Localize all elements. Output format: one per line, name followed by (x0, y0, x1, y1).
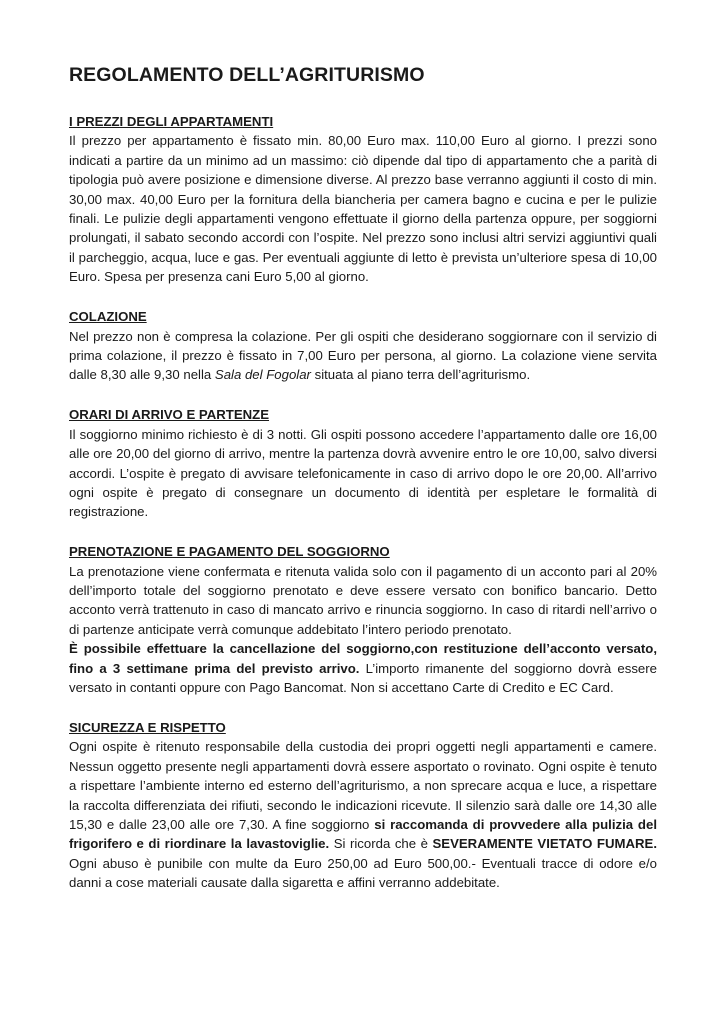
section-heading: COLAZIONE (69, 309, 147, 325)
body-italic-text: Sala del Fogolar (214, 367, 311, 383)
section-body (69, 562, 657, 698)
section-heading: SICUREZZA E RISPETTO (69, 719, 226, 735)
section-booking-payment (69, 542, 657, 697)
section-heading: PRENOTAZIONE E PAGAMENTO DEL SOGGIORNO (69, 544, 390, 560)
body-text: Il soggiorno minimo richiesto è di 3 notti. Gli ospiti possono accedere l’appartamento dalle ore 16,00 alle ore 20,00 del giorno di arrivo, mentre la partenza dovrà avvenire entro le ore 10,00, salvo diversi accordi. L’ospite è pregato di avvisare telefonicamente in caso di arrivo dopo le ore 20,00. All’arrivo ogni ospite è pregato di consegnare un documento di identità per espletare le formalità di registrazione. (69, 426, 657, 520)
body-text: Si ricorda che è (329, 836, 433, 852)
body-bold-text: SEVERAMENTE VIETATO FUMARE. (432, 836, 657, 852)
section-heading: I PREZZI DEGLI APPARTAMENTI (69, 114, 274, 129)
body-bold-text: si raccomanda di provvedere alla pulizia del frigorifero e di riordinare la lavastoviglie. (69, 817, 657, 852)
body-text: La prenotazione viene confermata e ritenuta valida solo con il pagamento di un acconto pari al 20% dell’importo totale del soggiorno prenotato e deve essere versato con bonifico bancario. Detto acconto verrà trattenuto in caso di mancato arrivo e rinuncia soggiorno. In caso di ritardi nell’arrivo o di partenze anticipate verrà comunque addebitato l’intero periodo prenotato. (69, 563, 657, 637)
section-body (69, 425, 657, 522)
body-text: Il prezzo per appartamento è fissato min. 80,00 Euro max. 110,00 Euro al giorno. I prezzi sono indicati a partire da un minimo ad un massimo: ciò dipende dal tipo di appartamento che a parità di tipologia può avere posizione e dimensione diverse. Al prezzo base verranno aggiunti il costo di min. 30,00 max. 40,00 Euro per la fornitura della biancheria per camera bagno e cucina e per le pulizie finali. Le pulizie degli appartamenti vengono effettuate il giorno della partenza oppure, per soggiorni prolungati, il sabato secondo accordi con l’ospite. Nel prezzo sono inclusi altri servizi aggiuntivi quali il parcheggio, acqua, luce e gas. Per eventuali aggiunte di letto è prevista un’ulteriore spesa di 10,00 Euro. Spesa per presenza cani Euro 5,00 al giorno. (69, 133, 657, 285)
body-text: L’importo rimanente del soggiorno dovrà essere versato in contanti oppure con Pago Bancomat. Non si accettano Carte di Credito e EC Card. (69, 660, 657, 696)
section-prices (69, 112, 657, 287)
body-text: situata al piano terra dell’agriturismo. (310, 367, 531, 383)
section-body (69, 737, 657, 892)
section-body (69, 327, 657, 385)
section-body (69, 131, 657, 286)
section-heading: ORARI DI ARRIVO E PARTENZE (69, 407, 270, 423)
document-title: REGOLAMENTO DELL’AGRITURISMO (69, 64, 425, 86)
section-breakfast (69, 307, 657, 385)
document-page (69, 62, 657, 913)
body-text: Nel prezzo non è compresa la colazione. Per gli ospiti che desiderano soggiornare con il servizio di prima colazione, il prezzo è fissato in 7,00 Euro per persona, al giorno. La colazione viene servita dalle 8,30 alle 9,30 nella (69, 328, 657, 383)
body-text: Ogni ospite è ritenuto responsabile della custodia dei propri oggetti negli appartamenti e camere. Nessun oggetto presente negli appartamenti dovrà essere asportato o rovinato. Ogni ospite è tenuto a rispettare l’ambiente interno ed esterno dell’agriturismo, a non sprecare acqua e luce, a rispettare la raccolta differenziata dei rifiuti, secondo le indicazioni ricevute. Il silenzio sarà dalle ore 14,30 alle 15,30 e dalle 23,00 alle ore 7,30. A fine soggiorno (69, 739, 657, 832)
body-text: Ogni abuso è punibile con multe da Euro 250,00 ad Euro 500,00.- Eventuali tracce di odore e/o danni a cose materiali causate dalla sigaretta e affini verranno addebitate. (69, 855, 657, 891)
section-safety-respect (69, 718, 657, 893)
body-bold-text: È possibile effettuare la cancellazione del soggiorno,con restituzione dell’acconto versato, fino a 3 settimane prima del previsto arrivo. (69, 641, 657, 676)
section-arrival-departure (69, 405, 657, 521)
